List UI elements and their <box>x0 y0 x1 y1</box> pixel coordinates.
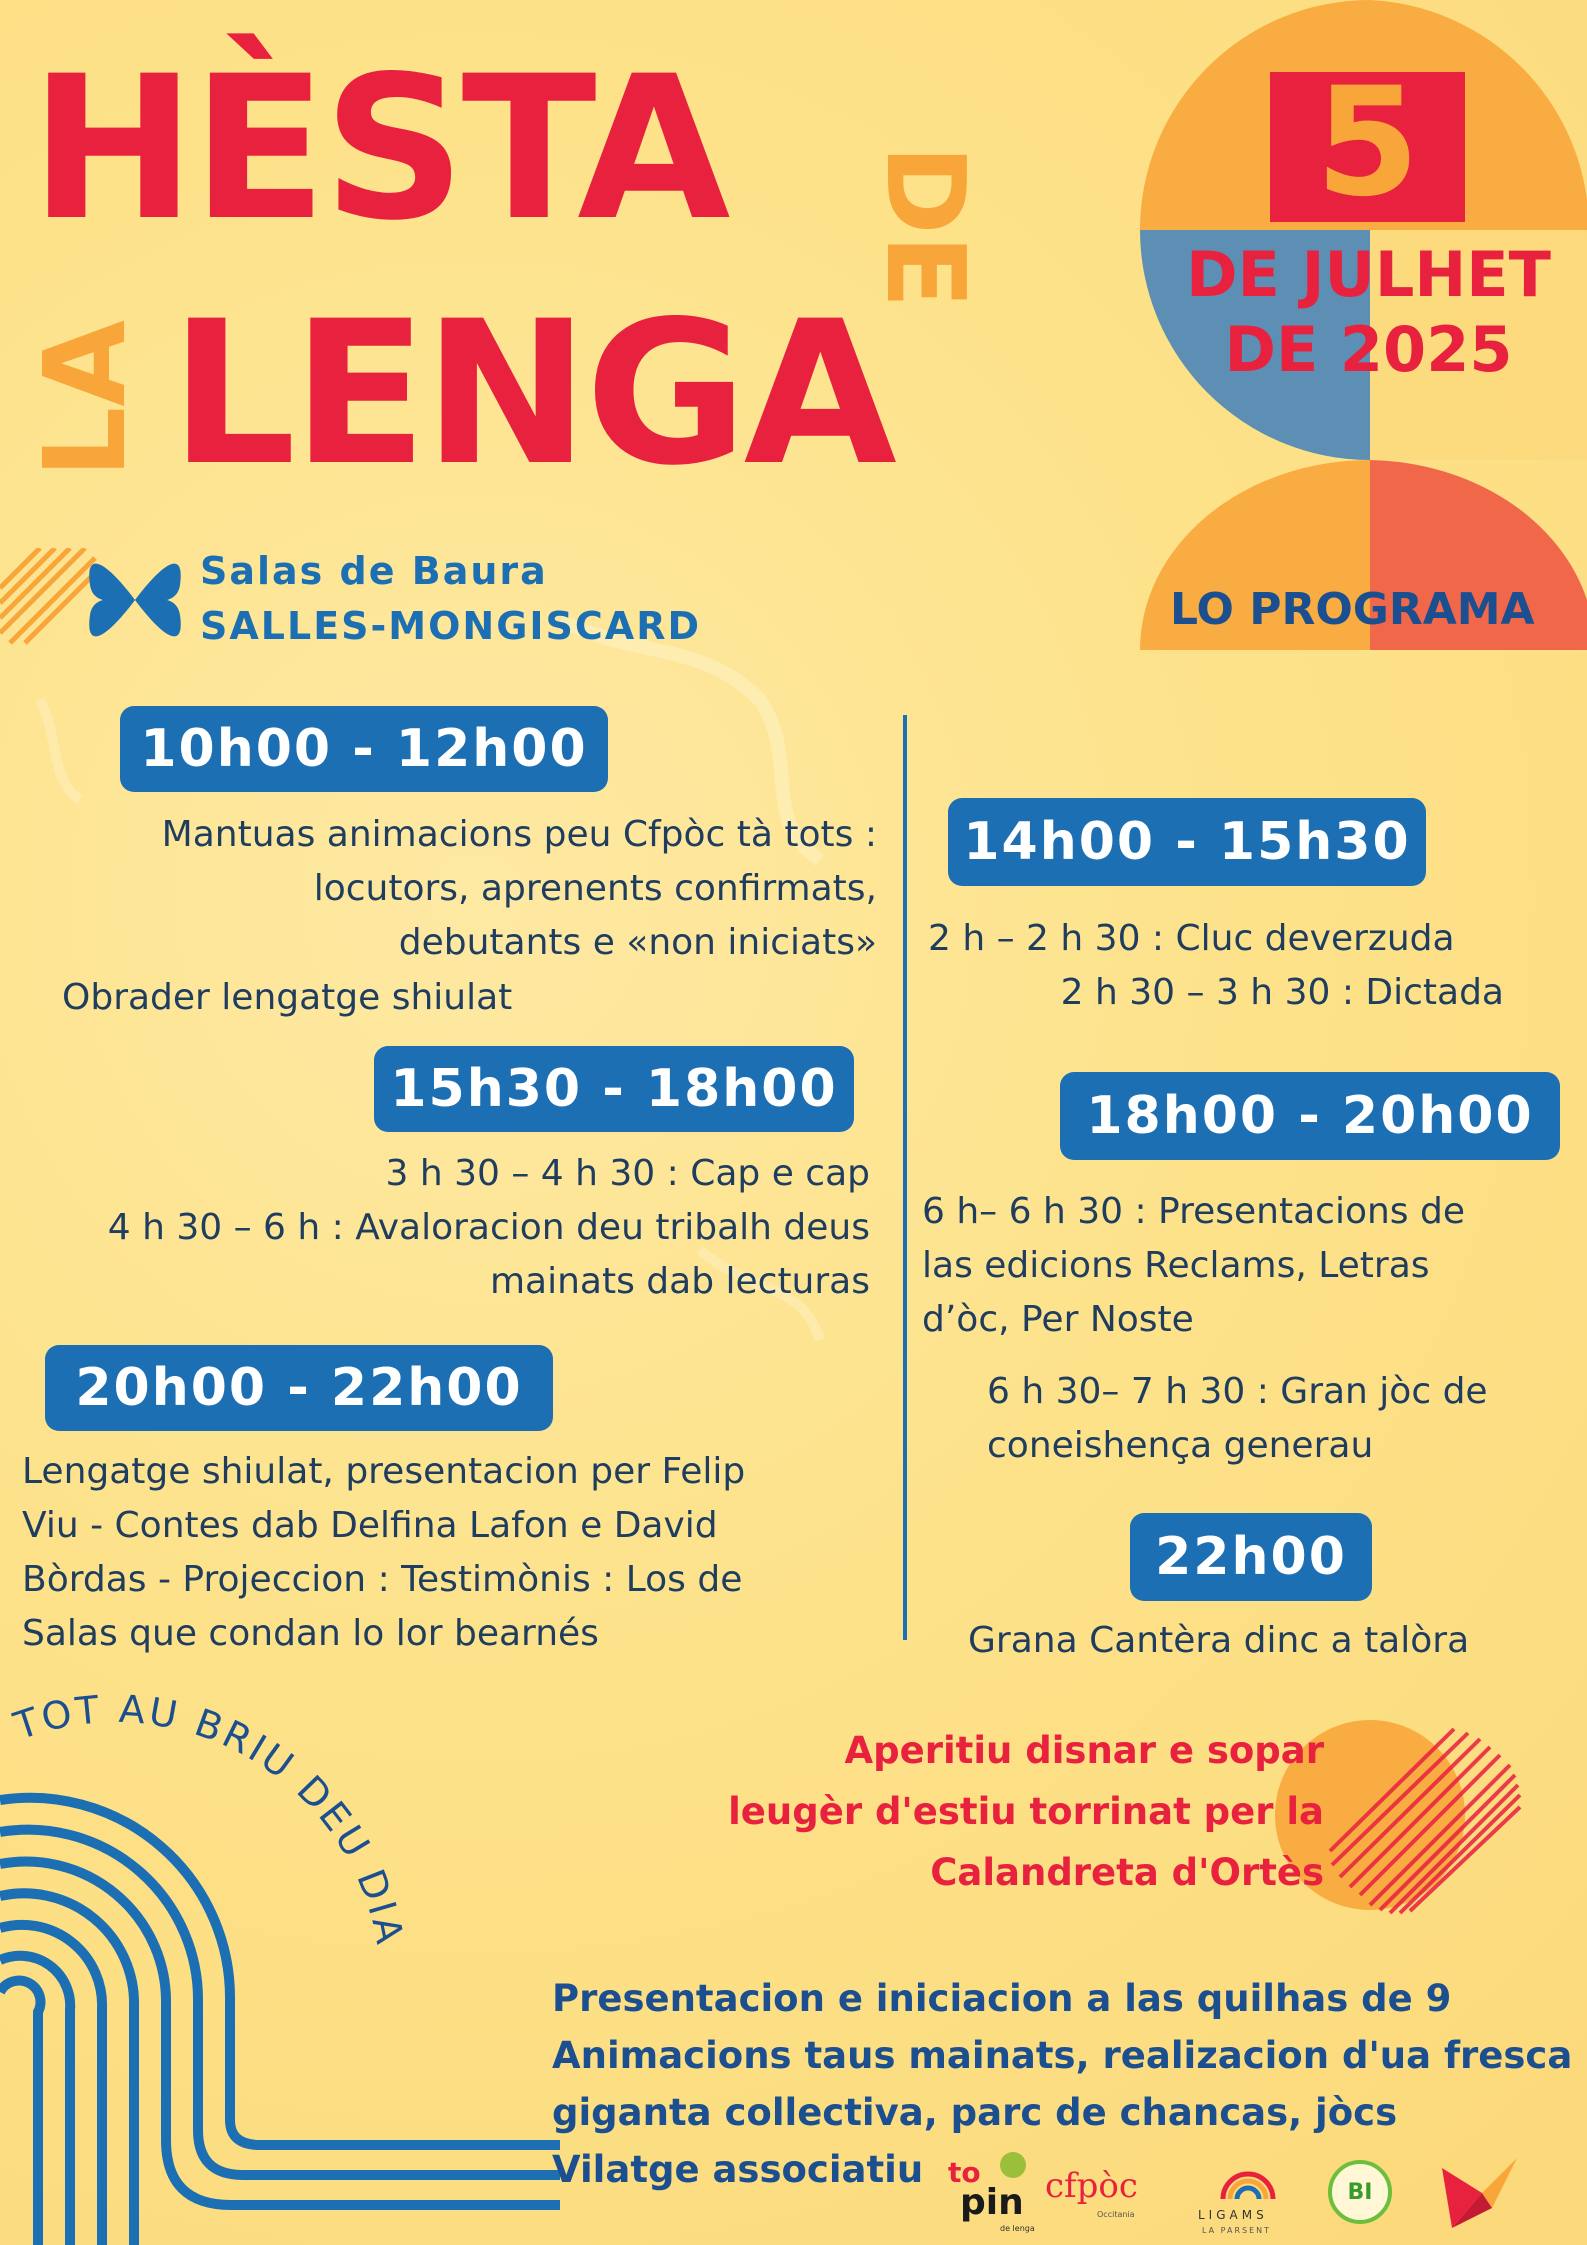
title-lenga: LENGA <box>170 278 893 509</box>
session-20h-description: Lengatge shiulat, presentacion per Felip Viu - Contes dab Delfina Lafon e David Bòrdas - Projeccion : Testimònis : Los de Salas que condan lo lor bearnés <box>22 1451 746 1654</box>
time-10h-12h: 10h00 - 12h00 <box>120 706 608 792</box>
all-day-arcs <box>0 1650 560 2245</box>
rainbow-icon <box>1218 2154 1278 2204</box>
session-15h30-description: 3 h 30 – 4 h 30 : Cap e cap 4 h 30 – 6 h : Avaloracion deu tribalh deus mainats dab lecturas <box>107 1153 870 1302</box>
date-month: DE JULHET <box>1186 238 1551 311</box>
venue-name: Salas de Baura <box>200 549 548 593</box>
session-18h-description: 6 h– 6 h 30 : Presentacions de las edicions Reclams, Letras d’òc, Per Noste <box>922 1191 1466 1340</box>
session-10h-workshop: Obrader lengatge shiulat <box>62 977 513 1018</box>
topin-dot-icon <box>1000 2152 1026 2178</box>
column-divider <box>903 715 907 1640</box>
topin-logo: to pin de lenga <box>940 2150 1040 2240</box>
venue-logo-icon <box>85 550 185 650</box>
time-20h-22h: 20h00 - 22h00 <box>45 1345 553 1431</box>
time-14h-15h30: 14h00 - 15h30 <box>948 798 1426 886</box>
cfpoc-logo: cfpòc Occitania <box>1045 2166 1138 2219</box>
session-18h-quiz: 6 h 30– 7 h 30 : Gran jòc de coneishença generau <box>987 1371 1488 1466</box>
title-de: DE <box>862 145 987 309</box>
time-18h-20h: 18h00 - 20h00 <box>1060 1072 1560 1160</box>
all-day-label: TOT AU BRIU DEU DIA <box>8 1686 413 1951</box>
origami-bird-icon <box>1432 2148 1522 2238</box>
session-14h-description: 2 h – 2 h 30 : Cluc deverzuda 2 h 30 – 3 h 30 : Dictada <box>928 918 1504 1013</box>
activities-list: Presentacion e iniciacion a las quilhas de 9 Animacions taus mainats, realizacion d'ua fresca giganta collectiva, parc de chancas, jòcs Vilatge associatiu <box>552 1977 1573 2191</box>
date-day: 5 <box>1315 56 1420 230</box>
time-22h: 22h00 <box>1130 1513 1372 1601</box>
session-10h-description: Mantuas animacions peu Cfpòc tà tots : locutors, aprenents confirmats, debutants e «non iniciats» <box>161 814 877 963</box>
ibi-logo: BI <box>1328 2160 1392 2224</box>
title-hesta: HÈSTA <box>30 33 727 264</box>
session-22h-description: Grana Cantèra dinc a talòra <box>968 1620 1470 1661</box>
title-la: LA <box>21 319 151 478</box>
program-label: LO PROGRAMA <box>1170 584 1535 635</box>
ligams-logo: LIGAMS LA PARSENT <box>1188 2150 1298 2245</box>
time-15h30-18h: 15h30 - 18h00 <box>374 1046 854 1132</box>
meals-info: Aperitiu disnar e sopar leugèr d'estiu torrinat per la Calandreta d'Ortès <box>728 1729 1324 1894</box>
date-year: DE 2025 <box>1224 313 1513 386</box>
venue-town: SALLES-MONGISCARD <box>200 604 702 648</box>
